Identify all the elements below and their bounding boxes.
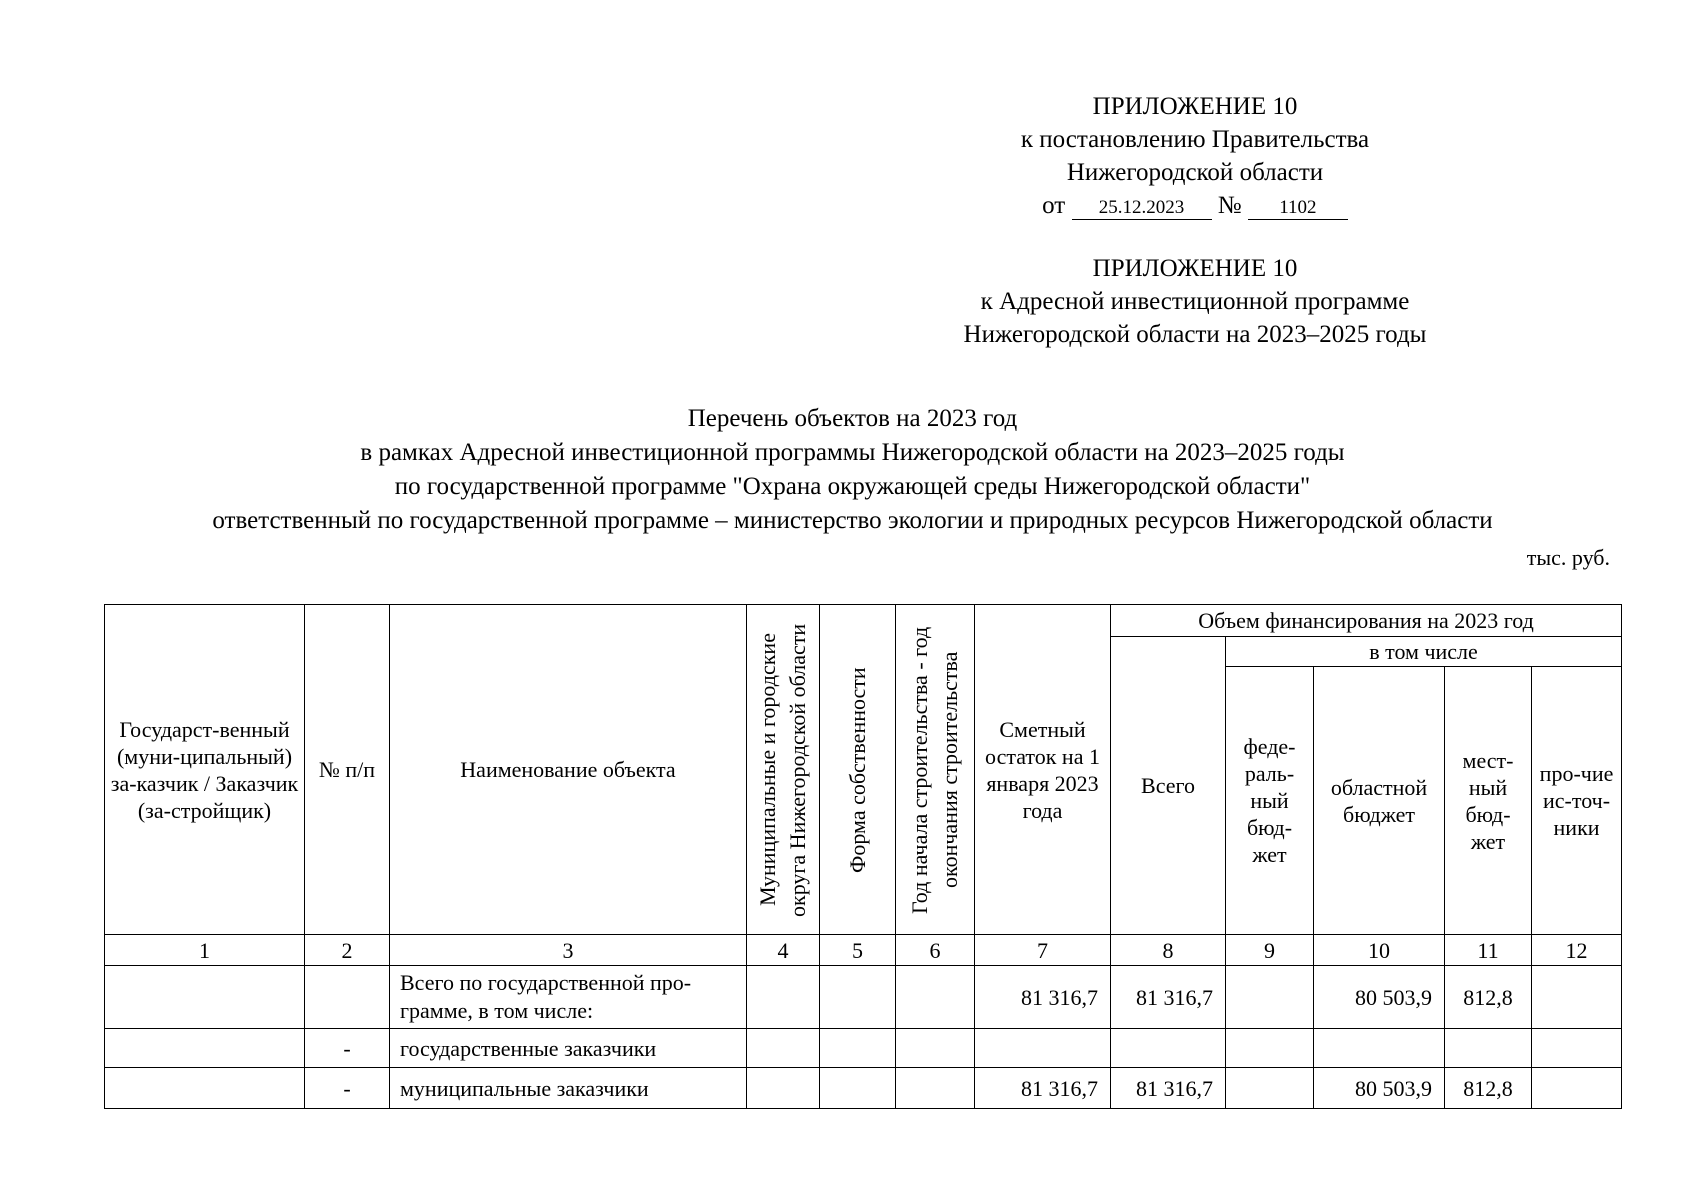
- header-ownership: [820, 605, 896, 935]
- cell-customer: [105, 966, 305, 1029]
- header-estimate-balance: Сметный остаток на 1 января 2023 года: [975, 605, 1111, 935]
- program-region-years: Нижегородской области на 2023–2025 годы: [963, 321, 1427, 348]
- title-line-3: по государственной программе "Охрана окружающей среды Нижегородской области": [394, 473, 1311, 500]
- column-number: 7: [975, 935, 1111, 966]
- header-federal: феде-раль-ный бюд-жет: [1226, 667, 1314, 935]
- table-row: [105, 966, 1622, 1029]
- cell-federal: [1226, 966, 1314, 1029]
- column-number: 9: [1226, 935, 1314, 966]
- column-number: 5: [820, 935, 896, 966]
- column-numbers-row: [105, 935, 1622, 966]
- cell-total: 81 316,7: [1111, 966, 1226, 1029]
- cell-estimate-balance: 81 316,7: [975, 1068, 1111, 1109]
- title-line-1: Перечень объектов на 2023 год: [687, 405, 1018, 432]
- header-years-text: Год начала строительства - год окончания строительства: [907, 625, 962, 914]
- cell-estimate-balance: 81 316,7: [975, 966, 1111, 1029]
- program-stamp: [900, 252, 1490, 351]
- decree-number: 1102: [1248, 197, 1348, 220]
- header-customer: Государст-венный (муни-ципальный) за-казчик / Заказчик (за-стройщик): [105, 605, 305, 935]
- cell-federal: [1226, 1029, 1314, 1068]
- cell-total: 81 316,7: [1111, 1068, 1226, 1109]
- units-label: тыс. руб.: [1526, 545, 1610, 570]
- header-number: № п/п: [305, 605, 390, 935]
- cell-object-name: муниципальные заказчики: [390, 1068, 747, 1109]
- cell-customer: [105, 1068, 305, 1109]
- column-number: 10: [1314, 935, 1445, 966]
- decree-region: Нижегородской области: [1066, 159, 1324, 186]
- cell-regional: 80 503,9: [1314, 1068, 1445, 1109]
- decree-reference: к постановлению Правительства: [1020, 126, 1370, 153]
- cell-municipality: [747, 1029, 820, 1068]
- header-total: Всего: [1111, 637, 1226, 935]
- header-ownership-text: Форма собственности: [844, 666, 870, 873]
- cell-local: 812,8: [1445, 966, 1532, 1029]
- table-row: [105, 1029, 1622, 1068]
- document-title: [60, 402, 1645, 538]
- cell-number: -: [305, 1068, 390, 1109]
- column-number: 12: [1532, 935, 1622, 966]
- cell-other: [1532, 1068, 1622, 1109]
- cell-object-name: Всего по государственной про-грамме, в том числе:: [390, 966, 747, 1029]
- cell-estimate-balance: [975, 1029, 1111, 1068]
- header-row: [105, 605, 1622, 637]
- decree-number-sign: №: [1217, 192, 1242, 219]
- cell-years: [896, 1029, 975, 1068]
- decree-stamp: [960, 90, 1430, 222]
- cell-ownership: [820, 1068, 896, 1109]
- header-other: про-чие ис-точ-ники: [1532, 667, 1622, 935]
- header-regional: областной бюджет: [1314, 667, 1445, 935]
- header-municipalities: [747, 605, 820, 935]
- decree-from-label: от: [1042, 192, 1066, 219]
- column-number: 8: [1111, 935, 1226, 966]
- cell-customer: [105, 1029, 305, 1068]
- cell-total: [1111, 1029, 1226, 1068]
- header-municipalities-text: Муниципальные и городские округа Нижегородской области: [755, 622, 810, 917]
- decree-appendix-title: ПРИЛОЖЕНИЕ 10: [1092, 93, 1298, 120]
- column-number: 11: [1445, 935, 1532, 966]
- column-number: 2: [305, 935, 390, 966]
- decree-date: 25.12.2023: [1072, 197, 1212, 220]
- cell-federal: [1226, 1068, 1314, 1109]
- cell-years: [896, 1068, 975, 1109]
- title-line-4: ответственный по государственной программе – министерство экологии и природных ресурсов Нижегородской области: [212, 507, 1493, 534]
- column-number: 1: [105, 935, 305, 966]
- cell-regional: 80 503,9: [1314, 966, 1445, 1029]
- cell-number: -: [305, 1029, 390, 1068]
- header-local: мест-ный бюд-жет: [1445, 667, 1532, 935]
- header-object-name: Наименование объекта: [390, 605, 747, 935]
- cell-municipality: [747, 966, 820, 1029]
- cell-number: [305, 966, 390, 1029]
- objects-table: [104, 604, 1622, 1109]
- column-number: 6: [896, 935, 975, 966]
- cell-other: [1532, 1029, 1622, 1068]
- cell-local: 812,8: [1445, 1068, 1532, 1109]
- title-line-2: в рамках Адресной инвестиционной программы Нижегородской области на 2023–2025 годы: [360, 439, 1345, 466]
- column-number: 4: [747, 935, 820, 966]
- header-financing-group: Объем финансирования на 2023 год: [1111, 605, 1622, 637]
- header-years: [896, 605, 975, 935]
- program-reference: к Адресной инвестиционной программе: [980, 288, 1410, 315]
- column-number: 3: [390, 935, 747, 966]
- cell-regional: [1314, 1029, 1445, 1068]
- header-including: в том числе: [1226, 637, 1622, 667]
- table-row: [105, 1068, 1622, 1109]
- cell-ownership: [820, 966, 896, 1029]
- cell-municipality: [747, 1068, 820, 1109]
- decree-date-number-line: [960, 189, 1430, 222]
- program-appendix-title: ПРИЛОЖЕНИЕ 10: [1092, 255, 1298, 282]
- cell-object-name: государственные заказчики: [390, 1029, 747, 1068]
- cell-ownership: [820, 1029, 896, 1068]
- cell-other: [1532, 966, 1622, 1029]
- cell-local: [1445, 1029, 1532, 1068]
- cell-years: [896, 966, 975, 1029]
